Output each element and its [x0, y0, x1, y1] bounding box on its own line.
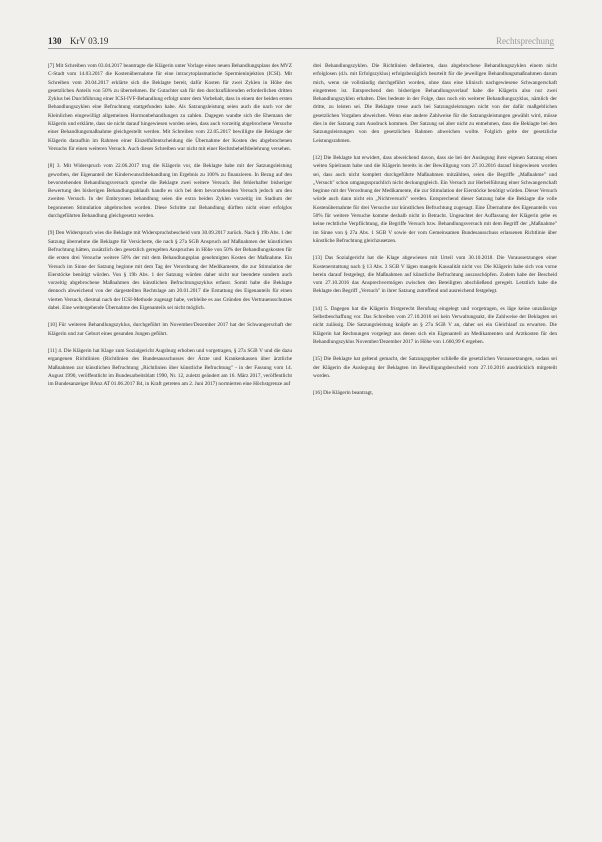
paragraph	[313, 389, 557, 397]
paragraph-text: 4. Die Klägerin hat Klage zum Sozialgericht Augsburg erhoben und vorgetragen, § 27a SGB V und die dazu ergangenen Richtlinien (Richtlinien des Bundesausschusses der Ärzte und Krankenkassen über ärztliche Maßnahmen zur künstlichen Befruchtung „Richtlinien über künstliche Befruchtung" - in der Fassung vom 14. August 1990, veröffentlicht im Bundesarbeitsblatt 1990, Nr. 12, zuletzt geändert am 16. März 2017, veröffentlicht im Bundesanzeiger BAnz AT 01.06.2017 B4, in Kraft getreten am 2. Juni 2017) normierten eine Höchstgrenze auf	[48, 347, 292, 388]
paragraph	[48, 347, 292, 388]
section-title: Rechtsprechung	[496, 36, 554, 46]
paragraph-text: drei Behandlungszyklen. Die Richtlinien definierten, dass abgebrochene Behandlungszyklen einem nicht erfolglosen (d.h. mit Erfolgszyklus) erfolgsbezüglich beurteilt für die jeweiligen Behandlungsmaßnahmen darum mich, wenn sie vollständig durchgeführt worden, ohne dass eine klinisch nachgewiesene Schwangerschaft eingetreten ist. Entsprechend den bisherigen Behandlungsverlauf habe die Klägerin also nur zwei Behandlungszyklen erhalten. Dies bedeute in der Folge, dass noch ein weiterer Behandlungszyklus, nämlich der dritte, zu leisten sei. Die Beklagte treue auch bei Satzungsleistungen nicht von der dafür maßgeblichen gesetzlichen Vorgaben abweichen. Wenn eine andere Zahlweise für die Satzungsleistungen gewählt wird, müsse dies in der Satzung zum Ausdruck kommen. Der Satzung sei aber nicht zu entnehmen, dass die Beklagte bei den Satzungsleistungen von den gesetzlichen Rahmen abweichen wollte. Folglich gelte der gesetzliche Leistungsrahmen.	[313, 63, 557, 144]
paragraph-text: 3. Mit Widerspruch vom 22.06.2017 trug die Klägerin vor, die Beklagte habe mit der Satzungsleistung geworben, der Eigenanteil der Kinderwunschbehandlung im Ergebnis zu 100% zu finanzieren. In Bezug auf den bevorstehenden Behandlungsversuch spreche die Beklagte zwei weitere Versuch. Bei fehlerhafter bisheriger Bewertung des bisherigen Behandlungsablaufs handle es sich bei dem bevorstehenden Versuch jedoch um den zweiten Versuch. In der Embryonen behandlung seien die extra beiden Zyklen vorzeitig im Stadium der begonnenen Stimulation abgebrochen worden. Diese Schritte zur Behandlung dürften nicht einer erfolglos durchgeführten Behandlung gleichgesetzt werden.	[48, 163, 293, 220]
journal-name: KrV 03.19	[70, 36, 109, 46]
paragraph-number: [12]	[313, 154, 322, 161]
paragraph-text: 5. Dagegen hat die Klägerin fristgerecht Berufung eingelegt und vorgetragen, es läge keine unzulässige Selbstbeschaffung vor. Das Schreiben vom 27.10.2016 sei kein Verwaltungsakt, die Zahlweise der Beklagten sei nicht zulässig. Die Satzungsleistung knüpfe an § 27a SGB V an, daher sei ein Gleichlauf zu erwarten. Die Klägerin hat Rechnungen vorgelegt aus denen sich ein Eigenanteil an Medikamenten und Arztkosten für den Behandlungszyklus November/Dezember 2017 in Höhe von 1.660,99 € ergeben.	[313, 305, 557, 345]
paragraph-number: [8]	[48, 163, 55, 170]
paragraph-number: [15]	[313, 356, 322, 363]
paragraph	[313, 154, 557, 245]
paragraph-number: [13]	[313, 255, 322, 262]
paragraph	[48, 229, 292, 312]
left-column	[48, 62, 292, 397]
paragraph-number: [10]	[48, 322, 57, 329]
paragraph	[313, 62, 557, 145]
paragraph	[48, 162, 292, 220]
paragraph-text: Die Klägerin beantragt,	[323, 390, 374, 397]
paragraph-text: Die Beklagte hat erwidert, dass abweichend davon, dass sie bei der Auslegung ihrer eigenen Satzung einen weiten Spielraum habe und die Klägerin bereits in der Bewilligung vom 27.10.2016 darauf hingewiesen worden sei, dass auch nicht komplett durchgeführte Maßnahmen mitzählten, seien die Begriffe „Maßnahme" und „Versuch" schon umgangssprachlich nicht deckungsgleich. Ein Versuch zur Herbeiführung einer Schwangerschaft beginne mit der Verordnung der Medikamente, die zur Stimulation der Eierstöcke benötigt würden. Dieser Versuch würde auch dann nicht ein „Nichtversuch" werden. Entsprechend dieser Satzung habe die Beklagte die volle Kostenübernahme für drei Versuche zur künstlichen Befruchtung zugesagt. Eine Übernahme des Eigenanteils von 50% für weitere Versuche komme deshalb nicht in Betracht. Ungeachtet der Auffassung der Klägerin gebe es keine rechtliche Verpflichtung, die Begriffe Versuch bzw. Behandlungsversuch mit dem Begriff der „Maßnahme" im Sinne von § 27a Abs. 1 SGB V sowie der vom Gemeinsamen Bundesausschuss erlassenen Richtlinie über künstliche Befruchtung gleichzusetzen.	[313, 154, 557, 244]
paragraph-text: Das Sozialgericht hat die Klage abgewiesen mit Urteil vom 30.10.2018. Die Voraussetzungen einer Kostenerstattung nach § 13 Abs. 3 SGB V lägen mangels Kausalität nicht vor. Die Klägerin habe sich von vorne herein darauf festgelegt, die Maßnahmen auf künstliche Befruchtung auszuschöpfen. Zudem habe der Bescheid vom 27.10.2016 das Ansprechvermögen zwischen den Beteiligten abschließend geregelt. Letztlich habe die Beklagte den Begriff „Versuch" in ihrer Satzung zutreffend und ausreichend festgelegt.	[313, 255, 557, 295]
page-number: 130	[48, 36, 62, 46]
paragraph-number: [16]	[313, 390, 322, 397]
header-rule	[48, 48, 554, 49]
paragraph-text: Für weiteren Behandlungszyklus, durchgeführt im November/Dezember 2017 hat der Schwangerschaft der Klägerin und zur Geburt eines gesunden Jungen geführt.	[48, 322, 292, 337]
paragraph-number: [14]	[313, 305, 322, 312]
paragraph-text: Mit Schreiben vom 03.04.2017 beantragte die Klägerin unter Vorlage eines neuen Behandlungsplans des MVZ C-Stadt vom 14.03.2017 die Kostenübernahme für eine intracytoplasmatische Spermieninjektion (ICSI). Mit Schreiben vom 20.04.2017 erklärte sich die Beklagte bereit, dafür Kosten für zwei Zyklen in Höhe des gesetzlichen Anteils von 50% zu übernehmen. Ihr Gutachter sah für den durchzuführenden erforderlichen dritten Zyklus bei Durchführung einer ICSI-IVF-Behandlung erfolgt unter dem Vorbehalt, dass in einem der beiden ersten Behandlungszyklen eine Befruchtung stattgefunden habe. Als Satzungsleistung seien auch die nach vor der Kleinlichen eingewilligt allgemeinen Hormonbehandlungen zu zahlen. Dagegen wandte sich die Ehemann der Klägerin und erklärte, dass sie nicht darauf hingewiesen worden seien, dass auch vorzeitig abgebrochene Versuche einer Behandlungsmaßnahme gleichgestellt werden. Mit Schreiben vom 22.05.2017 bewilligte die Beklagte der Klägerin daraufhin im Rahmen einer Einzelfallentscheidung die Übernahme der Kosten des abgebrochenen Versuchs für einen weiteren Versuch. Auch dieses Schreiben war nicht mit einer Rechtsbehelfsbelehrung versehen.	[48, 63, 292, 152]
right-column	[313, 62, 557, 406]
paragraph-number: [7]	[48, 63, 55, 69]
paragraph	[313, 355, 557, 380]
paragraph-text: Den Widerspruch wies die Beklagte mit Widerspruchsbescheid vom 30.09.2017 zurück. Nach § 19b Abs. 1 der Satzung übernehme die Beklagte für Versicherte, die nach § 27a SGB Anspruch auf Maßnahmen der künstlichen Befruchtung hätten, zusätzlich den gesetzlich geregelten Anspruches in Höhe von 50% der Behandlungskosten für die ersten drei Versuche weitere 50% der mit dem Behandlungsplan genehmigten Kosten der Maßnahme. Ein Versuch im Sinne der Satzung beginne mit dem Tag der Verordnung der Medikamente, die zur Stimulation der Eierstöcke benötigt würden. Von § 19b Abs. 1 der Satzung würden daher nicht nur beendete sondern auch vorzeitig abgebrochene Maßnahmen des künstlichen Befruchtungszyklus erfasst. Somit habe die Beklagte dennoch abweichend von der dargestellten Rechtslage am 20.01.2017 die Erstattung des Eigenanteils für einen vierten Versuch, diesmal nach der ICSI-Methode zugesagt habe, verbleibe es aus Gründen des Vertrauensschutzes dabei. Eine weitergehende Übernahme des Eigenanteils sei nicht möglich.	[48, 230, 292, 312]
paragraph	[48, 321, 292, 338]
paragraph-number: [11]	[48, 347, 57, 354]
paragraph	[313, 305, 557, 346]
paragraph-text: Die Beklagte hat geltend gemacht, der Satzungsgeber schließe die gesetzlichen Voraussetzungen, sodass sei der Klägerin die Auslegung der Beklagten im Bewilligungsbescheid vom 27.10.2016 ausdrücklich mitgeteilt worden.	[313, 356, 558, 379]
paragraph	[313, 254, 557, 295]
page-header	[48, 36, 554, 52]
paragraph-number: [9]	[48, 230, 55, 237]
paragraph	[48, 62, 292, 153]
